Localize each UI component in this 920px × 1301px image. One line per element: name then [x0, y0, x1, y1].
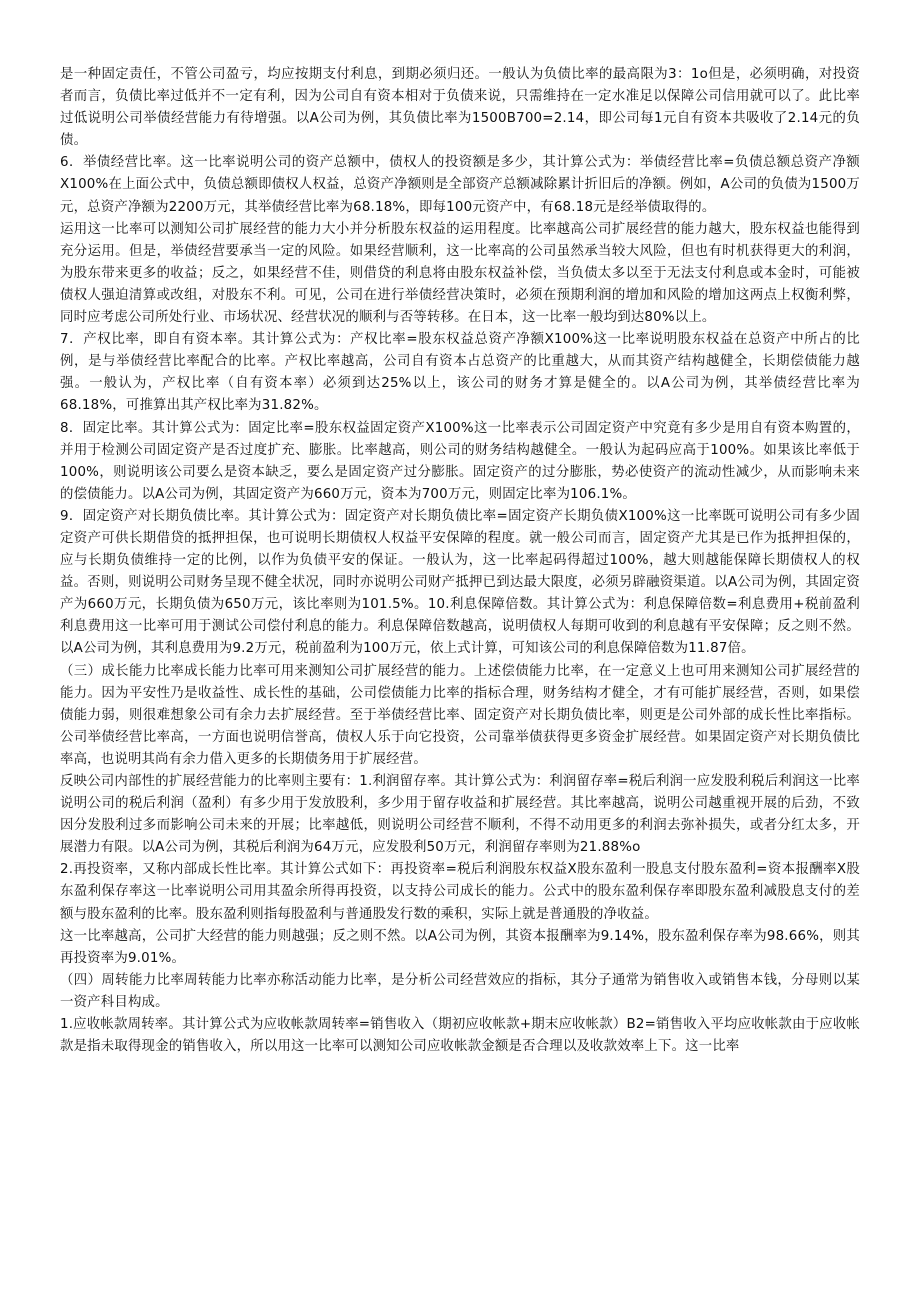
paragraph-10: 这一比率越高，公司扩大经营的能力则越强；反之则不然。以A公司为例，其资本报酬率为9.14%，股东盈利保存率为98.66%，则其再投资率为9.01%。	[60, 928, 860, 966]
paragraph-11: （四）周转能力比率周转能力比率亦称活动能力比率，是分析公司经营效应的指标，其分子通常为销售收入或销售本钱，分母则以某一资产科目构成。	[60, 972, 860, 1010]
paragraph-1: 是一种固定责任，不管公司盈亏，均应按期支付利息，到期必须归还。一般认为负债比率的最高限为3：1o但是，必须明确，对投资者而言，负债比率过低并不一定有利，因为公司自有资本相对于负债来说，只需维持在一定水准足以保障公司信用就可以了。此比率过低说明公司举债经营能力有待增强。以A公司为例，其负债比率为1500B700=2.14，即公司每1元自有资本共吸收了2.14元的负债。	[60, 67, 860, 149]
paragraph-5: 8．固定比率。其计算公式为：固定比率=股东权益固定资产X100%这一比率表示公司固定资产中究竟有多少是用自有资本购置的，并用于检测公司固定资产是否过度扩充、膨胀。比率越高，则公司的财务结构越健全。一般认为起码应高于100%。如果该比率低于100%，则说明该公司要么是资本缺乏，要么是固定资产过分膨胀。固定资产的过分膨胀，势必使资产的流动性减少，从而影响未来的偿债能力。以A公司为例，其固定资产为660万元，资本为700万元，则固定比率为106.1%。	[60, 420, 860, 502]
paragraph-6: 9．固定资产对长期负债比率。其计算公式为：固定资产对长期负债比率=固定资产长期负债X100%这一比率既可说明公司有多少固定资产可供长期借贷的抵押担保，也可说明长期债权人权益平安保障的程度。就一般公司而言，固定资产尤其是已作为抵押担保的，应与长期负债维持一定的比例，以作为负债平安的保证。一般认为，这一比率起码得超过100%，越大则越能保障长期债权人的权益。否则，则说明公司财务呈现不健全状况，同时亦说明公司财产抵押已到达最大限度，必须另辟融资渠道。以A公司为例，其固定资产为660万元，长期负债为650万元，该比率则为101.5%。10.利息保障倍数。其计算公式为：利息保障倍数=利息费用+税前盈利利息费用这一比率可用于测试公司偿付利息的能力。利息保障倍数越高，说明债权人每期可收到的利息越有平安保障；反之则不然。以A公司为例，其利息费用为9.2万元，税前盈利为100万元，依上式计算，可知该公司的利息保障倍数为11.87倍。	[60, 508, 860, 657]
paragraph-2: 6．举债经营比率。这一比率说明公司的资产总额中，债权人的投资额是多少，其计算公式为：举债经营比率=负债总额总资产净额X100%在上面公式中，负债总额即债权人权益，总资产净额则是全部资产总额减除累计折旧后的净额。例如，A公司的负债为1500万元，总资产净额为2200万元，其举债经营比率为68.18%，即每100元资产中，有68.18元是经举债取得的。	[60, 155, 860, 215]
document-body	[60, 64, 860, 1058]
paragraph-12: 1.应收帐款周转率。其计算公式为应收帐款周转率=销售收入（期初应收帐款+期末应收帐款）B2=销售收入平均应收帐款由于应收帐款是指未取得现金的销售收入，所以用这一比率可以测知公司应收帐款金额是否合理以及收款效率上下。这一比率	[60, 1017, 860, 1055]
paragraph-4: 7．产权比率，即自有资本率。其计算公式为：产权比率=股东权益总资产净额X100%这一比率说明股东权益在总资产中所占的比例，是与举债经营比率配合的比率。产权比率越高，公司自有资本占总资产的比重越大，从而其资产结构越健全，长期偿债能力越强。一般认为，产权比率（自有资本率）必须到达25%以上，该公司的财务才算是健全的。以A公司为例，其举债经营比率为68.18%，可推算出其产权比率为31.82%。	[60, 332, 860, 414]
paragraph-8: 反映公司内部性的扩展经营能力的比率则主要有：1.利润留存率。其计算公式为：利润留存率=税后利润一应发股利税后利润这一比率说明公司的税后利润（盈利）有多少用于发放股利，多少用于留存收益和扩展经营。其比率越高，说明公司越重视开展的后劲，不致因分发股利过多而影响公司未来的开展；比率越低，则说明公司经营不顺利，不得不动用更多的利润去弥补损失，或者分红太多，开展潜力有限。以A公司为例，其税后利润为64万元，应发股利50万元，利润留存率则为21.88%o	[60, 774, 860, 856]
paragraph-7: （三）成长能力比率成长能力比率可用来测知公司扩展经营的能力。上述偿债能力比率，在一定意义上也可用来测知公司扩展经营的能力。因为平安性乃是收益性、成长性的基础，公司偿债能力比率的指标合理，财务结构才健全，才有可能扩展经营，否则，如果偿债能力弱，则很难想象公司有余力去扩展经营。至于举债经营比率、固定资产对长期负债比率，则更是公司外部的成长性比率指标。公司举债经营比率高，一方面也说明信誉高，债权人乐于向它投资，公司靠举债获得更多资金扩展经营。如果固定资产对长期负债比率高，也说明其尚有余力借入更多的长期债务用于扩展经营。	[60, 663, 860, 767]
paragraph-3: 运用这一比率可以测知公司扩展经营的能力大小并分析股东权益的运用程度。比率越高公司扩展经营的能力越大，股东权益也能得到充分运用。但是，举债经营要承当一定的风险。如果经营顺利，这一比率高的公司虽然承当较大风险，但也有时机获得更大的利润，为股东带来更多的收益；反之，如果经营不佳，则借贷的利息将由股东权益补偿，当负债太多以至于无法支付利息或本金时，可能被债权人强迫清算或改组，对股东不利。可见，公司在进行举债经营决策时，必须在预期利润的增加和风险的增加这两点上权衡利弊，同时应考虑公司所处行业、市场状况、经营状况的顺利与否等转移。在日本，这一比率一般均到达80%以上。	[60, 221, 860, 326]
paragraph-9: 2.再投资率，又称内部成长性比率。其计算公式如下：再投资率=税后利润股东权益X股东盈利一股息支付股东盈利=资本报酬率X股东盈利保存率这一比率说明公司用其盈余所得再投资，以支持公司成长的能力。公式中的股东盈利保存率即股东盈利减股息支付的差额与股东盈利的比率。股东盈利则指每股盈利与普通股发行数的乘积，实际上就是普通股的净收益。	[60, 862, 860, 922]
